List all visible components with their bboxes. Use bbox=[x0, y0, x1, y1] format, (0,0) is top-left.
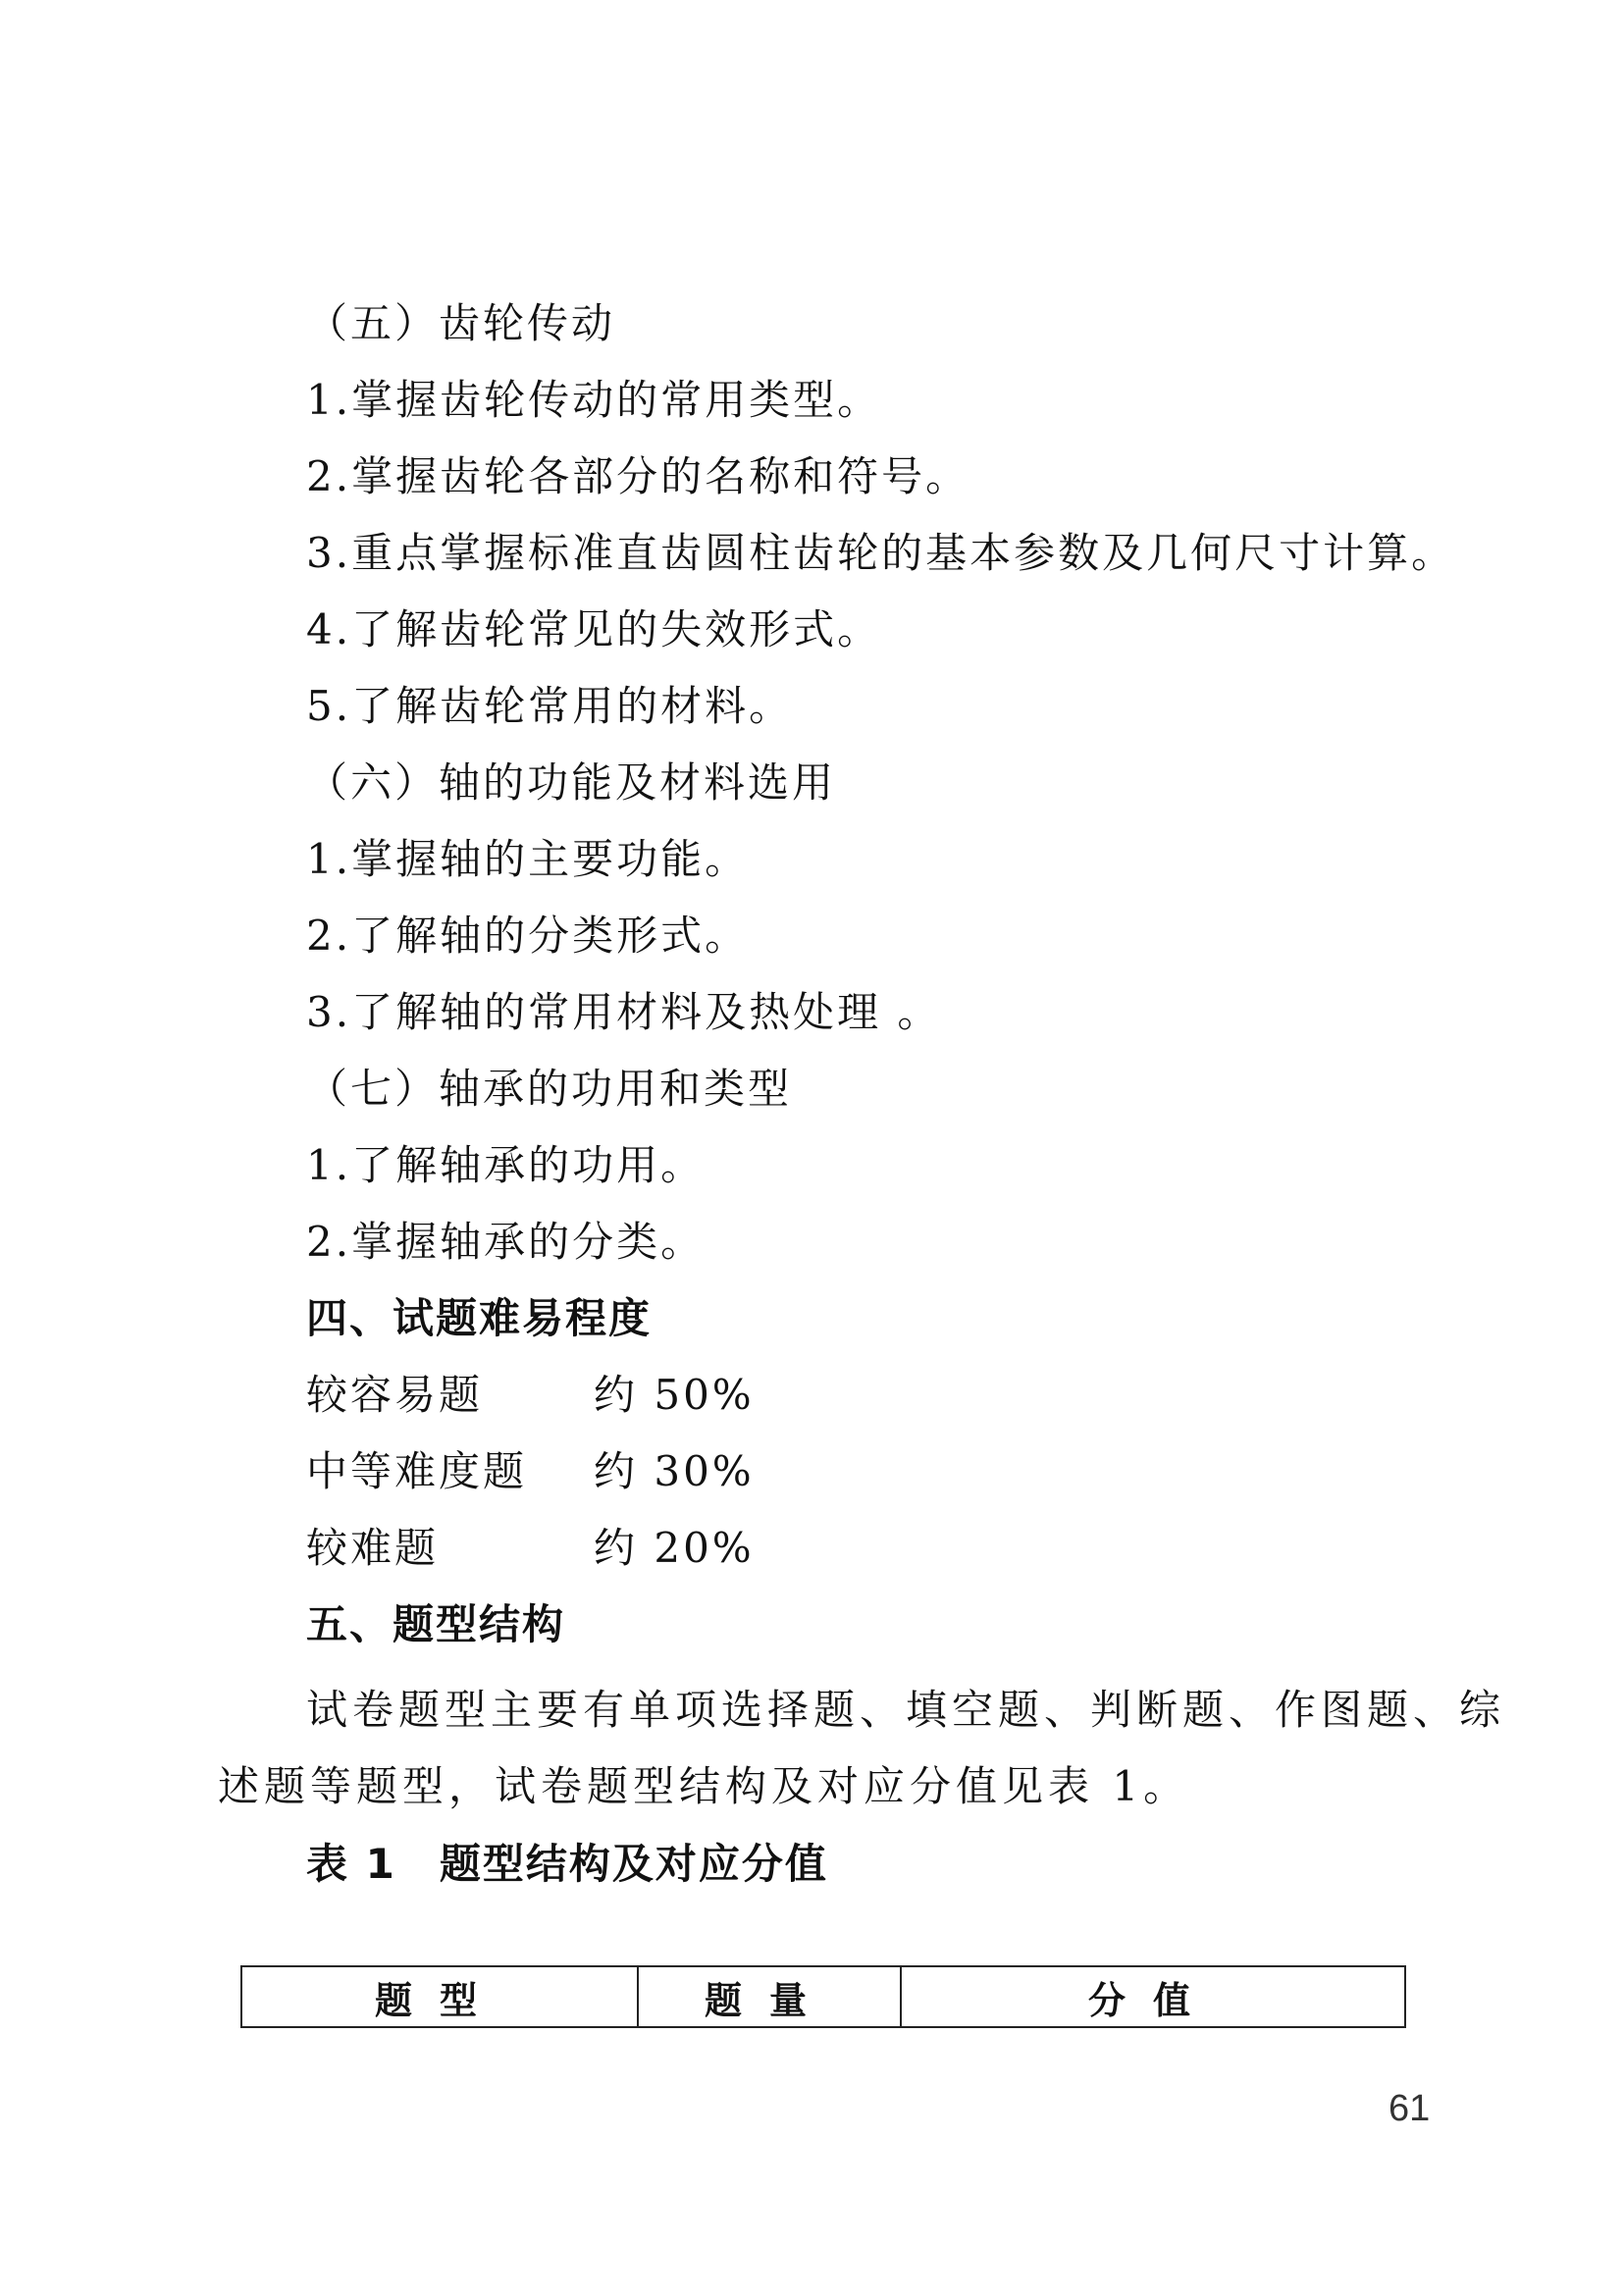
section-heading-shaft: （六）轴的功能及材料选用 bbox=[306, 758, 837, 807]
list-item: 2.掌握轴承的分类。 bbox=[306, 1218, 706, 1266]
list-item: 1.掌握齿轮传动的常用类型。 bbox=[306, 376, 882, 424]
list-item: 2.了解轴的分类形式。 bbox=[306, 912, 750, 960]
difficulty-label: 中等难度题 bbox=[306, 1447, 528, 1495]
list-item: 1.了解轴承的功用。 bbox=[306, 1141, 706, 1189]
list-item: 2.掌握齿轮各部分的名称和符号。 bbox=[306, 452, 970, 500]
difficulty-value: 约 30% bbox=[594, 1447, 755, 1495]
table-header-count: 题量 bbox=[638, 1966, 901, 2027]
difficulty-label: 较容易题 bbox=[306, 1371, 484, 1419]
difficulty-label: 较难题 bbox=[306, 1524, 440, 1572]
list-item: 3.了解轴的常用材料及热处理 。 bbox=[306, 988, 942, 1036]
structure-paragraph-line1: 试卷题型主要有单项选择题、填空题、判断题、作图题、综 bbox=[306, 1686, 1506, 1734]
table-header-score: 分值 bbox=[901, 1966, 1405, 2027]
table-header-row bbox=[241, 1966, 1405, 2027]
table-caption: 表 1 题型结构及对应分值 bbox=[306, 1840, 828, 1888]
structure-paragraph-line2: 述题等题型，试卷题型结构及对应分值见表 1。 bbox=[218, 1762, 1190, 1810]
structure-table bbox=[240, 1965, 1406, 2028]
list-item: 4.了解齿轮常见的失效形式。 bbox=[306, 605, 882, 653]
difficulty-value: 约 20% bbox=[594, 1524, 755, 1572]
structure-heading: 五、题型结构 bbox=[306, 1600, 566, 1648]
difficulty-value: 约 50% bbox=[594, 1371, 755, 1419]
table-header-type: 题型 bbox=[241, 1966, 638, 2027]
list-item: 5.了解齿轮常用的材料。 bbox=[306, 682, 794, 730]
list-item: 1.掌握轴的主要功能。 bbox=[306, 835, 750, 883]
section-heading-gear: （五）齿轮传动 bbox=[306, 299, 616, 347]
section-heading-bearing: （七）轴承的功用和类型 bbox=[306, 1065, 793, 1113]
list-item: 3.重点掌握标准直齿圆柱齿轮的基本参数及几何尺寸计算。 bbox=[306, 529, 1456, 577]
difficulty-heading: 四、试题难易程度 bbox=[306, 1294, 653, 1342]
page-number: 61 bbox=[1388, 2088, 1431, 2129]
